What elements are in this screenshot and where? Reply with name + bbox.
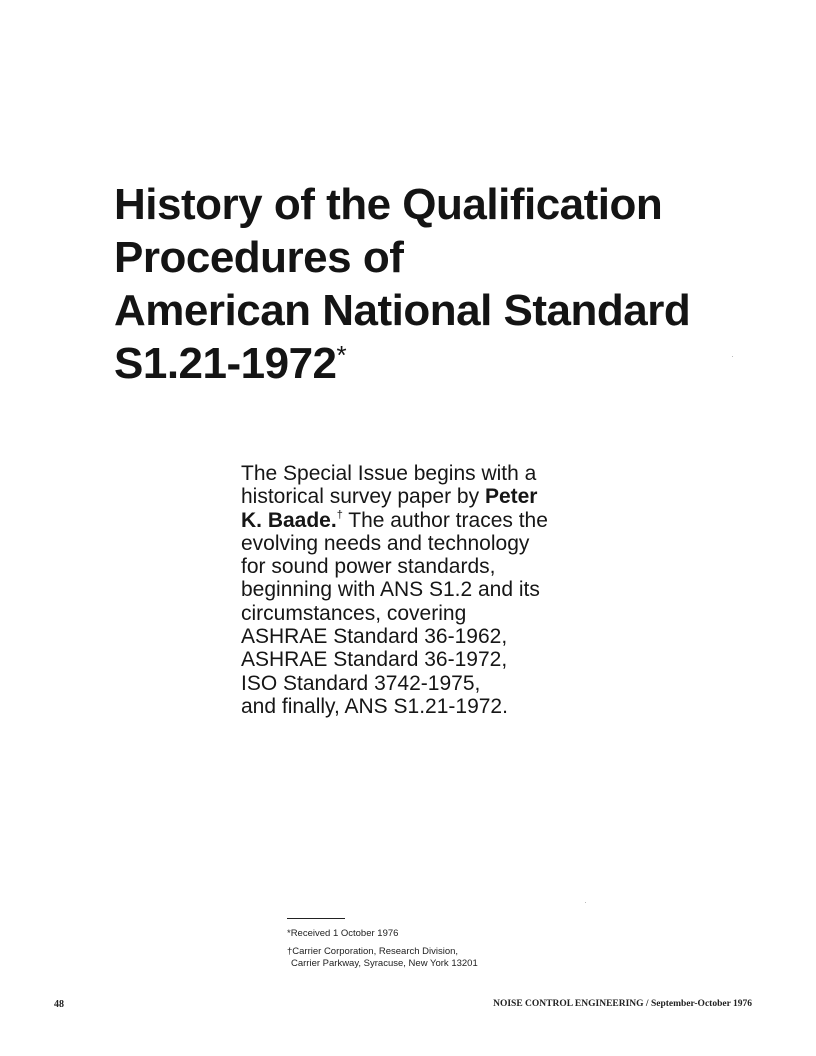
intro-line-1: The Special Issue begins with a [241, 462, 537, 485]
intro-line-2 [241, 485, 601, 508]
title-line-4 [114, 337, 754, 390]
intro-line-11: and finally, ANS S1.21-1972. [241, 694, 508, 718]
intro-line-5: for sound power standards, [241, 555, 496, 579]
title-line-3: American National Standard [114, 286, 691, 335]
title-footnote-marker: * [336, 340, 347, 370]
author-last-name: K. Baade. [241, 508, 337, 532]
intro-line-3-text: The author traces the [342, 508, 548, 532]
title-line-2: Procedures of [114, 233, 404, 282]
intro-line-9: ASHRAE Standard 36-1972, [241, 648, 508, 672]
page-number: 48 [54, 999, 64, 1010]
scan-speck [585, 902, 586, 903]
footnote-received: *Received 1 October 1976 [287, 928, 399, 939]
intro-line-3 [241, 509, 601, 532]
affiliation-line-2: Carrier Parkway, Syracuse, New York 13201 [291, 958, 478, 969]
intro-paragraph [241, 462, 601, 718]
running-footer: NOISE CONTROL ENGINEERING / September-October 1976 [493, 999, 752, 1009]
intro-line-6: beginning with ANS S1.2 and its [241, 578, 540, 602]
author-first-name: Peter [484, 485, 538, 509]
intro-line-10: ISO Standard 3742-1975, [241, 671, 481, 695]
intro-line-4: evolving needs and technology [241, 531, 530, 555]
intro-line-7: circumstances, covering [241, 601, 467, 625]
affiliation-line-1: †Carrier Corporation, Research Division, [287, 946, 459, 957]
article-title [114, 178, 754, 390]
footnote-rule [287, 918, 345, 919]
footnote-affiliation [287, 946, 587, 970]
scan-speck [732, 356, 733, 357]
footnotes [287, 928, 587, 976]
author-footnote-marker: † [336, 508, 343, 521]
standard-number: S1.21-1972 [114, 339, 337, 388]
intro-line-2-text: historical survey paper by [241, 485, 485, 509]
intro-line-8: ASHRAE Standard 36-1962, [241, 625, 508, 649]
title-line-1: History of the Qualification [114, 180, 663, 229]
